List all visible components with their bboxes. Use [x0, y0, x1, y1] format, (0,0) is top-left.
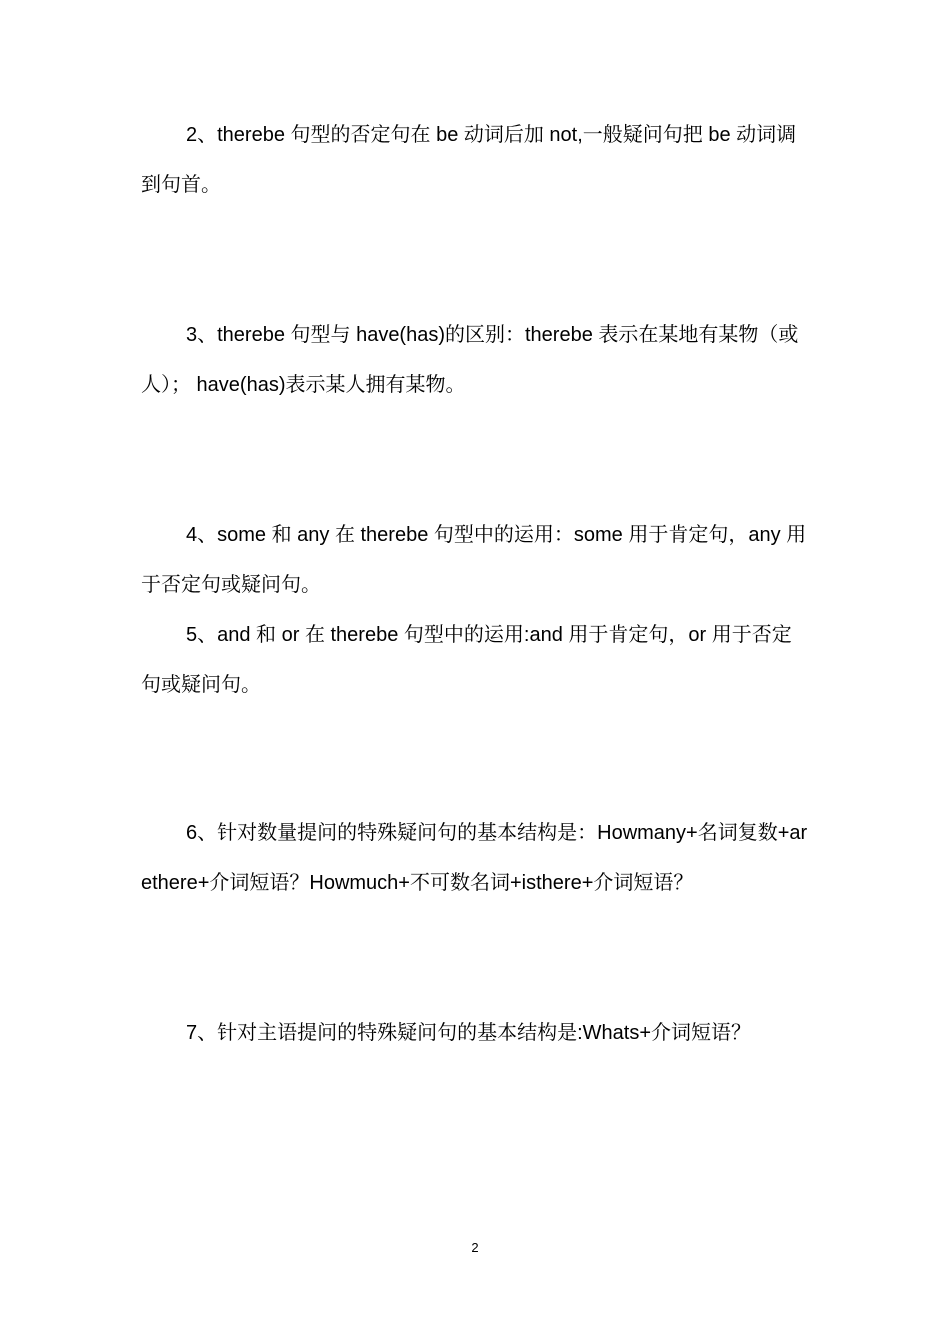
paragraph-3-therebe-vs-have: 3、therebe 句型与 have(has)的区别：therebe 表示在某地有某物（或人）； have(has)表示某人拥有某物。: [141, 324, 799, 396]
paragraph-6-quantity-questions: 6、针对数量提问的特殊疑问句的基本结构是：Howmany+名词复数+arethere+介词短语？Howmuch+不可数名词+isthere+介词短语？: [141, 822, 808, 894]
page-number: 2: [471, 1240, 479, 1255]
paragraph-7-subject-questions: 7、针对主语提问的特殊疑问句的基本结构是:Whats+介词短语？: [186, 1022, 752, 1044]
paragraph-4-some-any: 4、some 和 any 在 therebe 句型中的运用：some 用于肯定句，any 用于否定句或疑问句。: [141, 524, 807, 596]
paragraph-2-negative-question: 2、therebe 句型的否定句在 be 动词后加 not,一般疑问句把 be 动词调到句首。: [141, 124, 797, 196]
paragraph-5-and-or: 5、and 和 or 在 therebe 句型中的运用:and 用于肯定句，or 用于否定句或疑问句。: [141, 624, 792, 696]
